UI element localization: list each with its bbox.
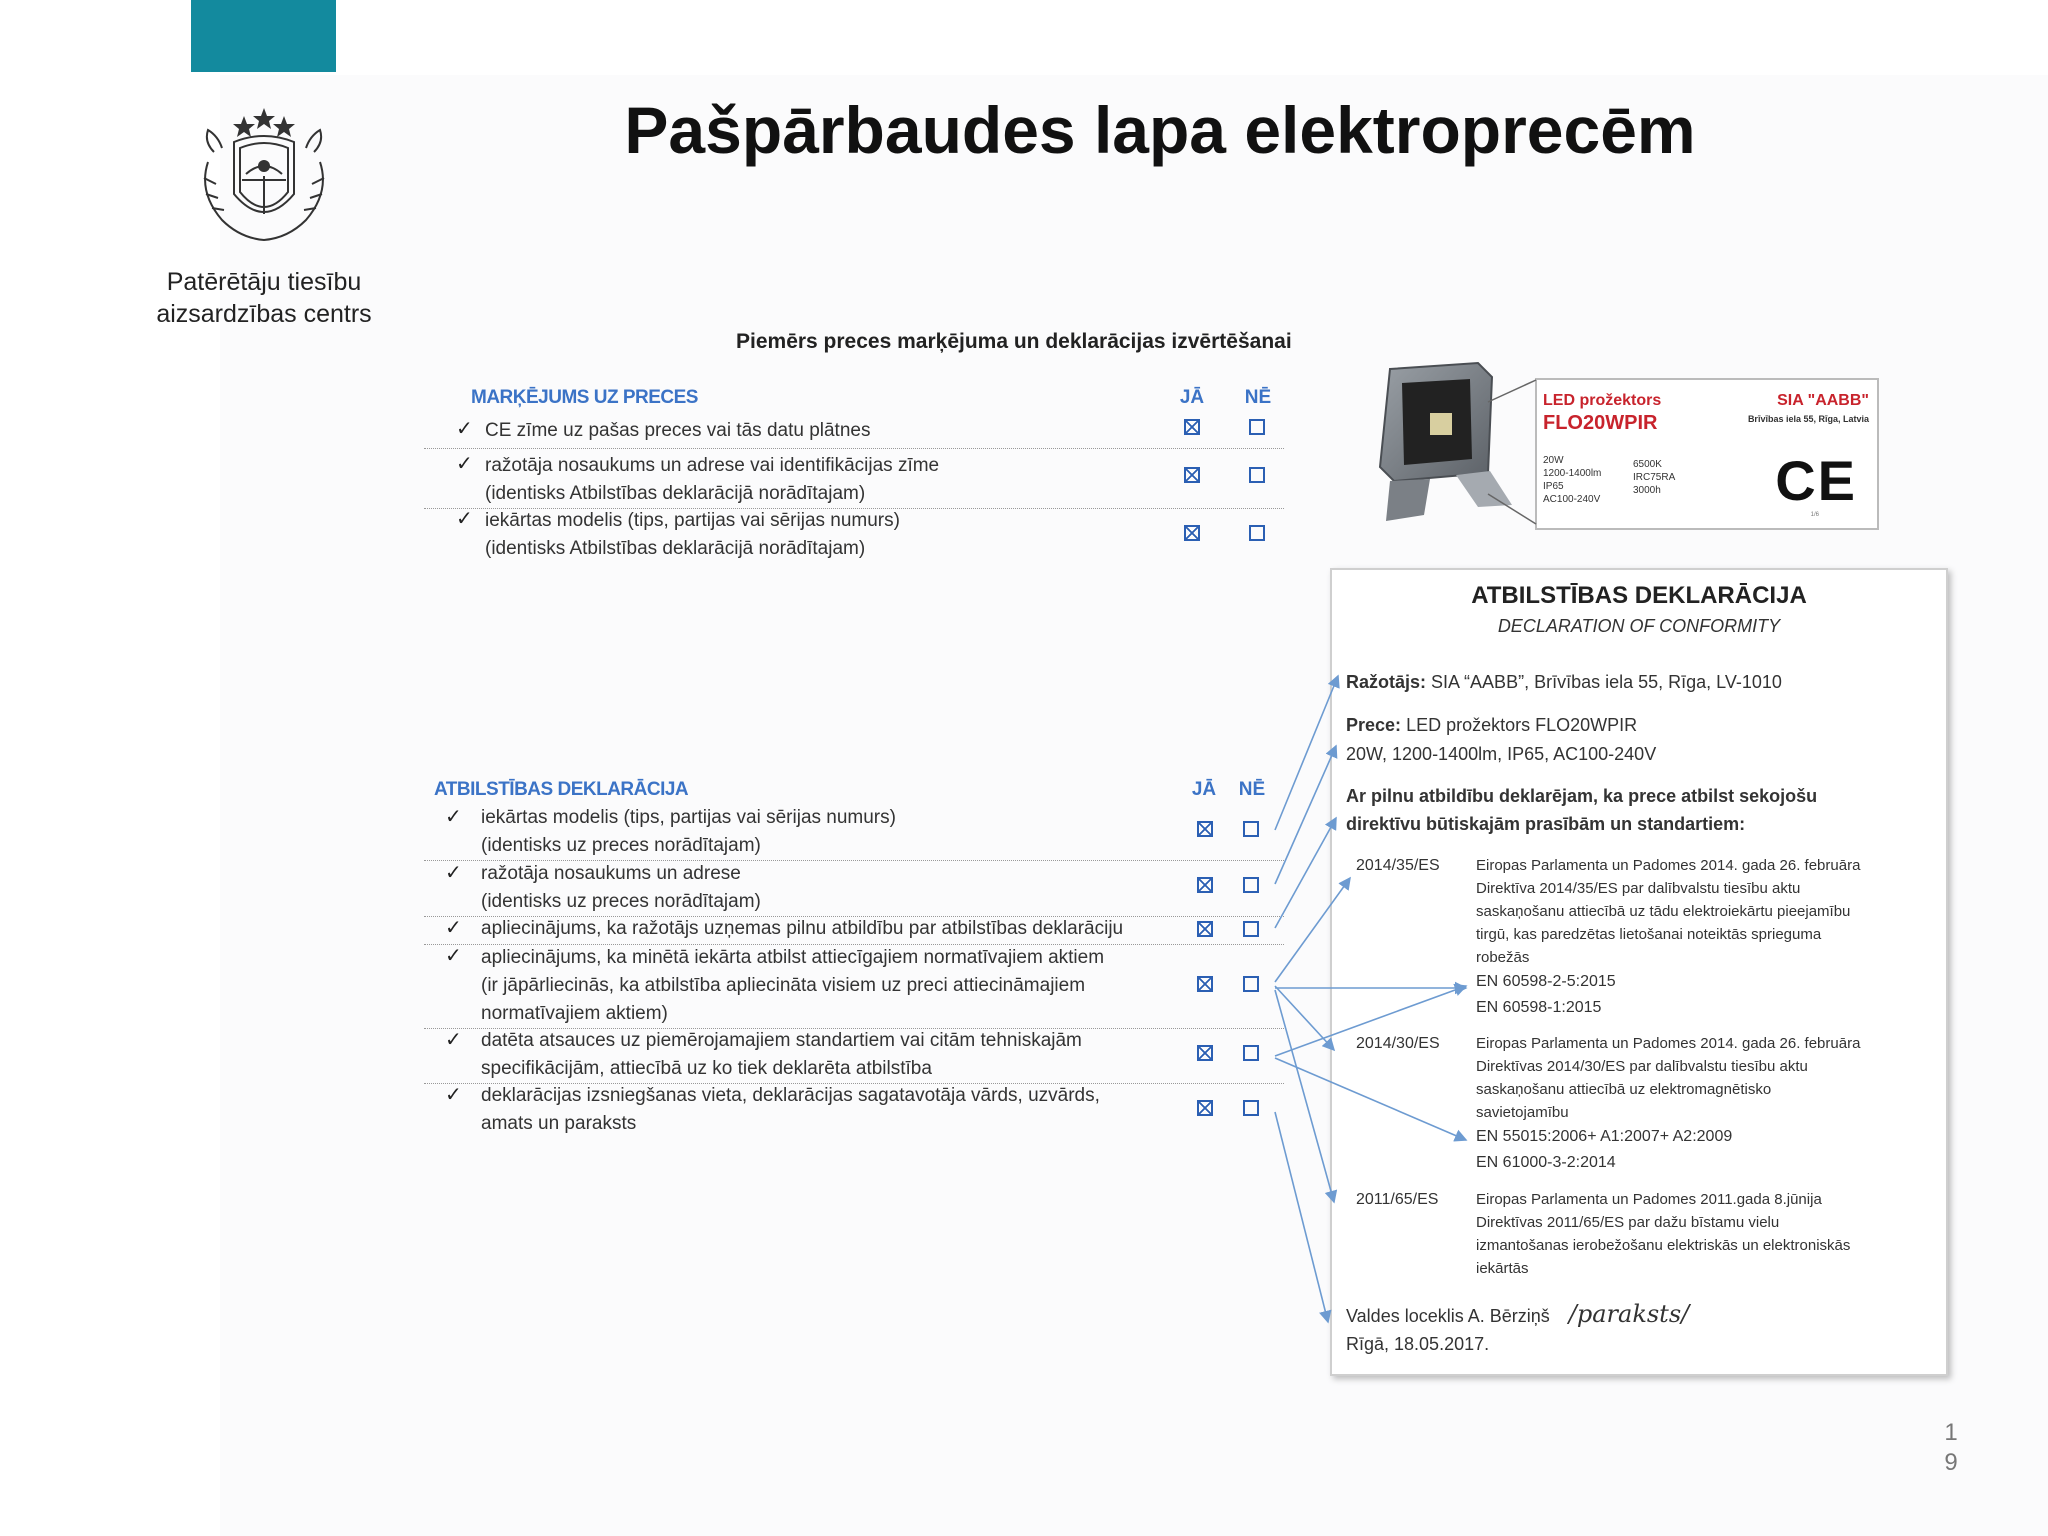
conformity-row-6-line1: deklarācijas izsniegšanas vieta, deklarācijas sagatavotāja vārds, uzvārds,: [481, 1085, 1100, 1106]
product-label: Prece:: [1346, 715, 1402, 735]
directive-1-text: [1476, 854, 1860, 1021]
page-number-digit-1: 1: [1944, 1419, 1958, 1446]
coat-of-arms-logo: [188, 102, 340, 250]
conformity-row-1-yes-checkbox[interactable]: [1197, 821, 1213, 837]
directive-2-code: 2014/30/ES: [1356, 1035, 1440, 1052]
marking-row-3-yes-checkbox[interactable]: [1184, 525, 1200, 541]
check-mark-icon: ✓: [445, 806, 462, 828]
label-connector-lines: [1480, 378, 1540, 528]
label-spec-left: [1543, 454, 1601, 506]
place-date: Rīgā, 18.05.2017.: [1346, 1334, 1490, 1354]
row-divider: [424, 448, 1284, 449]
directive-line: izmantošanas ierobežošanu elektriskās un elektroniskās: [1476, 1237, 1851, 1254]
label-spec: 1200-1400lm: [1543, 468, 1602, 479]
directive-standard: EN 60598-2-5:2015: [1476, 973, 1616, 990]
check-mark-icon: ✓: [445, 862, 462, 884]
manufacturer-value: SIA “AABB”, Brīvības iela 55, Rīga, LV-1010: [1431, 672, 1782, 692]
conformity-row-1-no-checkbox[interactable]: [1243, 821, 1259, 837]
statement-line1: Ar pilnu atbildību deklarējam, ka prece atbilst sekojošu: [1346, 786, 1818, 806]
conformity-row-5-line1: datēta atsauces uz piemērojamajiem standartiem vai citām tehniskajām: [481, 1030, 1082, 1051]
conformity-row-6-no-checkbox[interactable]: [1243, 1100, 1259, 1116]
connector-arrows: [1270, 670, 1470, 1330]
label-spec: 3000h: [1633, 485, 1661, 496]
manufacturer-label: Ražotājs:: [1346, 672, 1427, 692]
label-tiny-number: 1/6: [1810, 512, 1819, 518]
directive-line: Eiropas Parlamenta un Padomes 2011.gada 8.jūnija: [1476, 1191, 1822, 1208]
directive-standard: EN 60598-1:2015: [1476, 999, 1602, 1016]
directive-line: Eiropas Parlamenta un Padomes 2014. gada 26. februāra: [1476, 857, 1861, 874]
declaration-title: ATBILSTĪBAS DEKLARĀCIJA: [1471, 582, 1807, 609]
conformity-row-4-line1: apliecinājums, ka minētā iekārta atbilst attiecīgajiem normatīvajiem aktiem: [481, 947, 1105, 968]
directive-line: tirgū, kas paredzētas lietošanai noteiktās sprieguma: [1476, 926, 1822, 943]
marking-col-yes: JĀ: [1179, 387, 1205, 408]
label-model: FLO20WPIR: [1543, 412, 1658, 434]
conformity-row-6-yes-checkbox[interactable]: [1197, 1100, 1213, 1116]
signer: Valdes loceklis A. Bērziņš: [1346, 1306, 1550, 1326]
directive-line: Direktīva 2014/35/ES par dalībvalstu tiesību aktu: [1476, 880, 1801, 897]
directive-3-code: 2011/65/ES: [1356, 1191, 1439, 1208]
label-spec: IP65: [1543, 481, 1564, 492]
declaration-subtitle: DECLARATION OF CONFORMITY: [1497, 616, 1781, 636]
org-name-line2: aizsardzības centrs: [156, 300, 372, 328]
accent-bar: [191, 0, 336, 72]
directive-line: saskaņošanu attiecībā uz tādu elektroiekārtu pieejamību: [1476, 903, 1851, 920]
conformity-row-4-yes-checkbox[interactable]: [1197, 976, 1213, 992]
label-spec: 20W: [1543, 455, 1564, 466]
label-spec: AC100-240V: [1543, 494, 1601, 505]
conformity-row-4-line3: normatīvajiem aktiem): [481, 1003, 668, 1024]
check-mark-icon: ✓: [445, 945, 462, 967]
check-mark-icon: ✓: [456, 508, 473, 530]
signature: /paraksts/: [1568, 1300, 1690, 1328]
conformity-row-4-no-checkbox[interactable]: [1243, 976, 1259, 992]
directive-line: Direktīvas 2014/30/ES par dalībvalstu tiesību aktu: [1476, 1058, 1808, 1075]
conformity-row-5-line2: specifikācijām, attiecībā uz ko tiek deklarēta atbilstība: [481, 1058, 932, 1079]
directive-3-text: [1476, 1188, 1850, 1280]
marking-row-1-text: CE zīme uz pašas preces vai tās datu plātnes: [485, 420, 871, 441]
directive-line: savietojamību: [1476, 1104, 1569, 1121]
check-mark-icon: ✓: [445, 917, 462, 939]
directive-standard: EN 61000-3-2:2014: [1476, 1154, 1616, 1171]
conformity-row-2-no-checkbox[interactable]: [1243, 877, 1259, 893]
directive-line: saskaņošanu attiecībā uz elektromagnētisko: [1476, 1081, 1772, 1098]
label-spec: IRC75RA: [1633, 472, 1676, 483]
conformity-row-5-no-checkbox[interactable]: [1243, 1045, 1259, 1061]
label-product: LED prožektors: [1543, 392, 1662, 409]
label-spec: 6500K: [1633, 459, 1662, 470]
statement-line2: direktīvu būtiskajām prasībām un standartiem:: [1346, 814, 1746, 834]
label-spec-right: [1633, 458, 1675, 497]
page-number: [1936, 1418, 1966, 1478]
marking-row-1-yes-checkbox[interactable]: [1184, 419, 1200, 435]
label-company: SIA "AABB": [1777, 392, 1869, 409]
marking-row-3-line1: iekārtas modelis (tips, partijas vai sērijas numurs): [485, 510, 900, 531]
marking-heading: MARĶĒJUMS UZ PRECES: [471, 387, 698, 408]
marking-col-no: NĒ: [1244, 387, 1272, 408]
directive-2-text: [1476, 1032, 1860, 1176]
organization-name: [130, 266, 398, 330]
conformity-col-no: NĒ: [1238, 779, 1266, 800]
directive-line: Direktīvas 2011/65/ES par dažu bīstamu vielu: [1476, 1214, 1780, 1231]
directive-line: iekārtās: [1476, 1260, 1529, 1277]
marking-row-2-no-checkbox[interactable]: [1249, 467, 1265, 483]
conformity-row-3-no-checkbox[interactable]: [1243, 921, 1259, 937]
check-mark-icon: ✓: [445, 1084, 462, 1106]
directive-line: robežās: [1476, 949, 1530, 966]
conformity-row-1-line2: (identisks uz preces norādītajam): [481, 835, 761, 856]
directive-standard: EN 55015:2006+ A1:2007+ A2:2009: [1476, 1128, 1733, 1145]
conformity-col-yes: JĀ: [1191, 779, 1217, 800]
marking-row-1-no-checkbox[interactable]: [1249, 419, 1265, 435]
example-heading: Piemērs preces marķējuma un deklarācijas izvērtēšanai: [736, 330, 1292, 353]
conformity-row-3-yes-checkbox[interactable]: [1197, 921, 1213, 937]
conformity-heading: ATBILSTĪBAS DEKLARĀCIJA: [434, 779, 689, 800]
conformity-row-3-line1: apliecinājums, ka ražotājs uzņemas pilnu atbildību par atbilstības deklarāciju: [481, 918, 1124, 939]
label-address: Brīvības iela 55, Rīga, Latvia: [1747, 414, 1869, 424]
product-value: LED prožektors FLO20WPIR: [1406, 715, 1638, 735]
product-label-card: [1535, 378, 1879, 530]
directive-line: Eiropas Parlamenta un Padomes 2014. gada 26. februāra: [1476, 1035, 1861, 1052]
conformity-row-4-line2: (ir jāpārliecinās, ka atbilstība apliecināta visiem uz preci attiecināmajiem: [481, 975, 1086, 996]
check-mark-icon: ✓: [456, 418, 473, 440]
directive-1-code: 2014/35/ES: [1356, 857, 1440, 874]
marking-row-3-line2: (identisks Atbilstības deklarācijā norādītajam): [485, 538, 866, 559]
conformity-row-2-line1: ražotāja nosaukums un adrese: [481, 863, 741, 884]
conformity-row-6-line2: amats un paraksts: [481, 1113, 637, 1134]
slide-title: Pašpārbaudes lapa elektroprecēm: [624, 93, 1696, 167]
marking-row-2-yes-checkbox[interactable]: [1184, 467, 1200, 483]
marking-row-2-line2: (identisks Atbilstības deklarācijā norādītajam): [485, 483, 866, 504]
check-mark-icon: ✓: [456, 453, 473, 475]
conformity-row-2-line2: (identisks uz preces norādītajam): [481, 891, 761, 912]
page-number-digit-2: 9: [1944, 1449, 1958, 1476]
product-specs: 20W, 1200-1400lm, IP65, AC100-240V: [1346, 744, 1657, 764]
conformity-row-5-yes-checkbox[interactable]: [1197, 1045, 1213, 1061]
ce-mark-icon: CE: [1775, 449, 1857, 512]
conformity-row-2-yes-checkbox[interactable]: [1197, 877, 1213, 893]
org-name-line1: Patērētāju tiesību: [166, 268, 362, 296]
check-mark-icon: ✓: [445, 1029, 462, 1051]
conformity-row-1-line1: iekārtas modelis (tips, partijas vai sērijas numurs): [481, 807, 896, 828]
marking-row-2-line1: ražotāja nosaukums un adrese vai identifikācijas zīme: [485, 455, 940, 476]
marking-row-3-no-checkbox[interactable]: [1249, 525, 1265, 541]
